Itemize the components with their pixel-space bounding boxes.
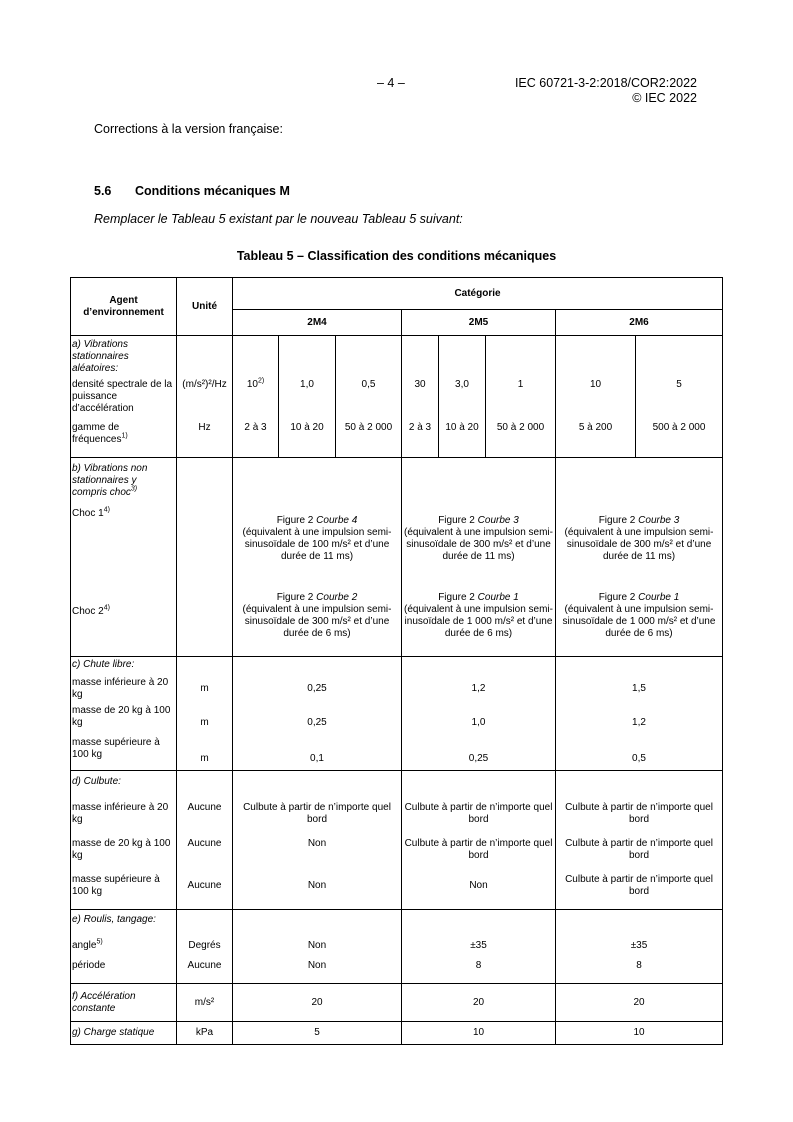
freq-value: 5 à 200 bbox=[578, 422, 613, 433]
choc2-value: Figure 2 Courbe 1 (équivalent à une impulsion semi-inusoïdale de 1 000 m/s² et d’une durée de 6 ms) bbox=[404, 592, 553, 639]
agent-cell-e bbox=[71, 910, 177, 984]
agent-cell-b bbox=[71, 458, 177, 657]
group-title-g: g) Charge statique bbox=[71, 1022, 177, 1045]
table-caption: Tableau 5 – Classification des conditions mécaniques bbox=[236, 249, 557, 263]
c-row-label: masse de 20 kg à 100 kg bbox=[72, 705, 171, 728]
a-2m6-col2 bbox=[636, 336, 723, 458]
freq-value: 2 à 3 bbox=[408, 422, 432, 433]
row-chute-libre bbox=[71, 657, 723, 771]
unit-cell-a bbox=[177, 336, 233, 458]
d-row-label: masse supérieure à 100 kg bbox=[72, 874, 160, 897]
document-reference bbox=[515, 76, 697, 106]
group-title-c: c) Chute libre: bbox=[72, 659, 135, 670]
freq-value: 2 à 3 bbox=[244, 422, 267, 433]
dsp-value: 10 bbox=[589, 379, 602, 390]
a-2m5-col2 bbox=[439, 336, 486, 458]
row-charge-statique bbox=[71, 1022, 723, 1045]
section-number: 5.6 bbox=[94, 184, 112, 198]
choc1-value: Figure 2 Courbe 3 (équivalent à une impulsion semi-sinusoïdale de 300 m/s² et d’une durée de 11 ms) bbox=[564, 515, 714, 562]
freq-label-block bbox=[72, 422, 175, 446]
group-title-f: f) Accélération constante bbox=[71, 984, 177, 1022]
g-2m4: 5 bbox=[233, 1022, 402, 1045]
choc1-value: Figure 2 Courbe 4 (équivalent à une impulsion semi-sinusoïdale de 100 m/s² et d’une durée de 11 ms) bbox=[242, 515, 392, 562]
c-2m6: 1,5 1,2 0,5 bbox=[556, 657, 723, 771]
row-vibrations-stationnaires bbox=[71, 336, 723, 458]
dsp-value: 30 bbox=[414, 379, 426, 390]
c-row-label: masse supérieure à 100 kg bbox=[72, 737, 160, 760]
a-2m4-col1 bbox=[233, 336, 279, 458]
unit-cell-c bbox=[177, 657, 233, 771]
b-2m5 bbox=[402, 458, 556, 657]
dsp-value: 0,5 bbox=[361, 379, 376, 390]
agent-cell-c bbox=[71, 657, 177, 771]
category-header: Catégorie bbox=[233, 278, 723, 310]
a-2m5-col1 bbox=[402, 336, 439, 458]
a-2m6-col1 bbox=[556, 336, 636, 458]
c-2m5: 1,2 1,0 0,25 bbox=[402, 657, 556, 771]
d-row-label: masse de 20 kg à 100 kg bbox=[72, 838, 171, 861]
b-2m6 bbox=[556, 458, 723, 657]
dsp-value: 3,0 bbox=[455, 379, 469, 390]
dsp-value: 1 bbox=[517, 379, 524, 390]
row-roulis-tangage bbox=[71, 910, 723, 984]
freq-value: 10 à 20 bbox=[290, 422, 324, 433]
a-2m4-col3 bbox=[336, 336, 402, 458]
freq-label: gamme de fréquences bbox=[72, 422, 122, 445]
d-2m4: Culbute à partir de n’importe quel bord Non Non bbox=[233, 771, 402, 910]
agent-cell-d bbox=[71, 771, 177, 910]
f-2m5: 20 bbox=[402, 984, 556, 1022]
choc1-label: Choc 1$^{4)}$ bbox=[72, 506, 110, 519]
choc2-value: Figure 2 Courbe 1 (équivalent à une impulsion semi-sinusoïdale de 1 000 m/s² et d’une durée de 6 ms) bbox=[562, 592, 716, 639]
dsp-label: densité spectrale de la puissance d’accélération bbox=[72, 379, 173, 414]
unit-cell-f: m/s² bbox=[177, 984, 233, 1022]
dsp-value: 5 bbox=[676, 379, 682, 390]
d-row-label: masse inférieure à 20 kg bbox=[72, 802, 169, 825]
freq-unit: Hz bbox=[198, 422, 211, 433]
c-row-label: masse inférieure à 20 kg bbox=[72, 677, 169, 700]
section-heading bbox=[94, 184, 290, 198]
unit-cell-g: kPa bbox=[177, 1022, 233, 1045]
g-2m6: 10 bbox=[556, 1022, 723, 1045]
f-2m6: 20 bbox=[556, 984, 723, 1022]
category-2m4: 2M4 bbox=[233, 310, 402, 336]
unit-cell-d: Aucune Aucune Aucune bbox=[177, 771, 233, 910]
choc2-value: Figure 2 Courbe 2 (équivalent à une impulsion semi-sinusoïdale de 300 m/s² et d’une durée de 6 ms) bbox=[242, 592, 392, 639]
row-culbute bbox=[71, 771, 723, 910]
a-2m4-col2 bbox=[279, 336, 336, 458]
dsp-first-note: 2) bbox=[257, 377, 265, 385]
dsp-value: 1,0 bbox=[300, 379, 314, 390]
angle-label: angle$^{5)}$ bbox=[72, 938, 103, 951]
dsp-value: 10$^{2)}$ bbox=[246, 377, 265, 390]
period-label: période bbox=[72, 960, 106, 971]
g-2m5: 10 bbox=[402, 1022, 556, 1045]
freq-value: 500 à 2 000 bbox=[652, 422, 706, 433]
unit-cell-b bbox=[177, 458, 233, 657]
choc2-label: Choc 2$^{4)}$ bbox=[72, 604, 110, 617]
section-title: Conditions mécaniques M bbox=[135, 184, 290, 198]
group-title-a: a) Vibrations stationnaires aléatoires: bbox=[72, 339, 129, 374]
d-2m6: Culbute à partir de n’importe quel bord Culbute à partir de n’importe quel bord Culbute à partir de n’importe quel bord bbox=[556, 771, 723, 910]
row-acceleration-constante bbox=[71, 984, 723, 1022]
b-2m4 bbox=[233, 458, 402, 657]
group-title-e: e) Roulis, tangage: bbox=[72, 914, 156, 925]
freq-note: 1) bbox=[121, 432, 128, 440]
group-title-d: d) Culbute: bbox=[72, 776, 121, 787]
standard-reference: IEC 60721-3-2:2018/COR2:2022 bbox=[514, 76, 697, 90]
e-2m4: Non Non bbox=[233, 910, 402, 984]
group-title-b-note: 3) bbox=[130, 485, 138, 493]
page-number: – 4 – bbox=[377, 76, 405, 90]
freq-value: 50 à 2 000 bbox=[496, 422, 545, 433]
agent-header: Agent d’environnement bbox=[71, 278, 177, 336]
a-2m5-col3 bbox=[486, 336, 556, 458]
unit-cell-e: Degrés Aucune bbox=[177, 910, 233, 984]
e-2m5: ±35 8 bbox=[402, 910, 556, 984]
freq-value: 50 à 2 000 bbox=[344, 422, 393, 433]
intro-text: Corrections à la version française: bbox=[94, 122, 283, 136]
c-unit: m bbox=[200, 717, 209, 728]
group-title-b: b) Vibrations non stationnaires y compris choc$^{3)}$ bbox=[72, 463, 148, 498]
c-unit: m bbox=[200, 753, 209, 764]
f-2m4: 20 bbox=[233, 984, 402, 1022]
d-2m5: Culbute à partir de n’importe quel bord Culbute à partir de n’importe quel bord Non bbox=[402, 771, 556, 910]
mechanical-conditions-table bbox=[70, 277, 723, 1045]
freq-value: 10 à 20 bbox=[445, 422, 479, 433]
agent-cell-a bbox=[71, 336, 177, 458]
row-vibrations-non-stationnaires bbox=[71, 458, 723, 657]
dsp-unit: (m/s²)²/Hz bbox=[182, 379, 227, 390]
e-2m6: ±35 8 bbox=[556, 910, 723, 984]
c-2m4: 0,25 0,25 0,1 bbox=[233, 657, 402, 771]
category-2m5: 2M5 bbox=[402, 310, 556, 336]
copyright: © IEC 2022 bbox=[632, 91, 697, 105]
category-2m6: 2M6 bbox=[556, 310, 723, 336]
choc1-value: Figure 2 Courbe 3 (équivalent à une impulsion semi-sinusoïdale de 300 m/s² et d’une durée de 11 ms) bbox=[404, 515, 553, 562]
instruction-text: Remplacer le Tableau 5 existant par le nouveau Tableau 5 suivant: bbox=[94, 212, 463, 226]
c-unit: m bbox=[200, 683, 209, 694]
unit-header: Unité bbox=[177, 278, 233, 336]
